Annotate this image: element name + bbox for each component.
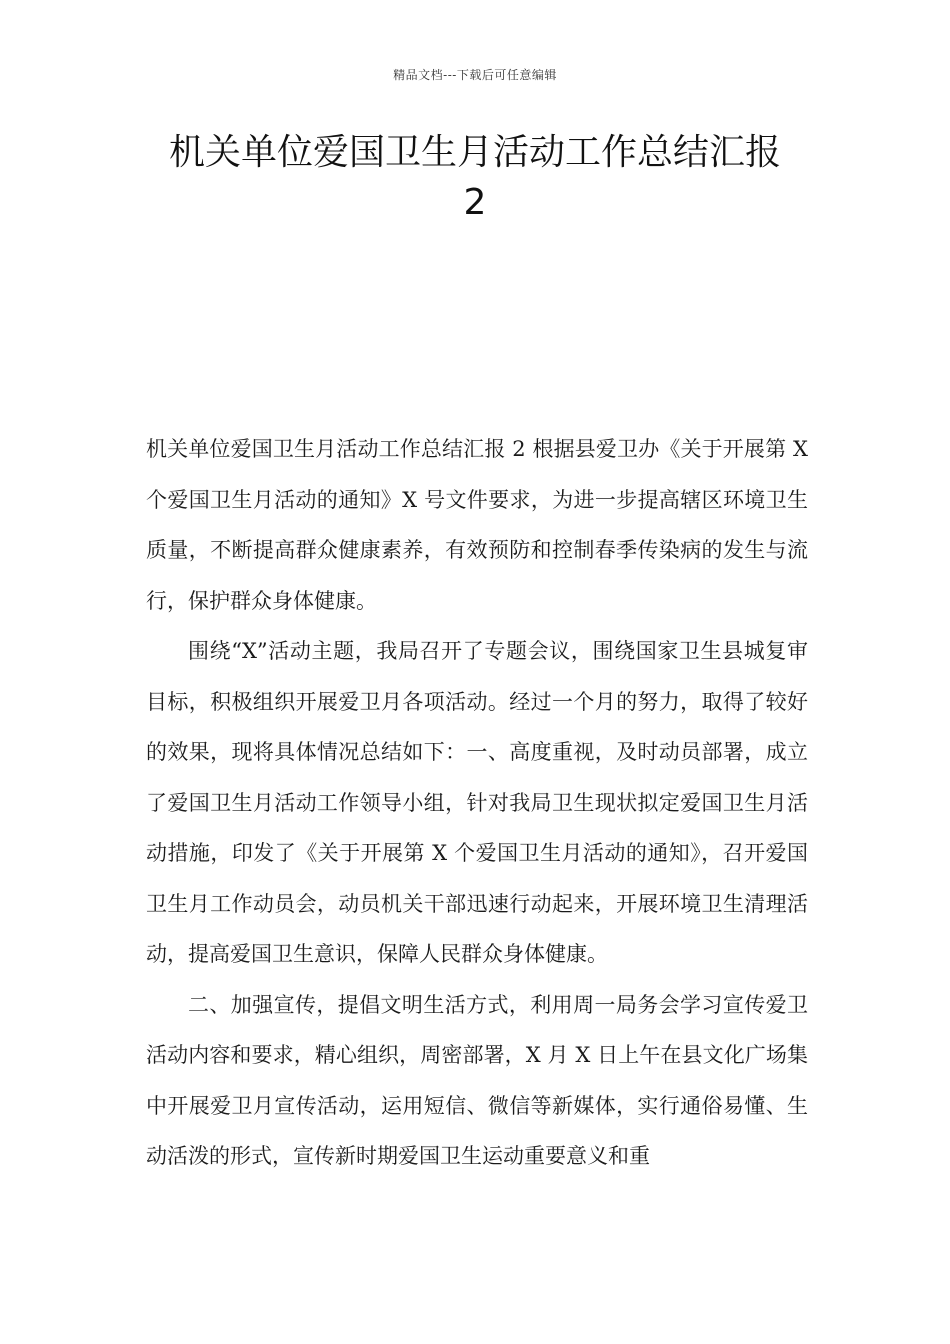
document-body [146,424,808,1182]
document-title [120,128,830,228]
document-title-line-2: 2 [463,182,487,223]
paragraph-1: 机关单位爱国卫生月活动工作总结汇报 2 根据县爱卫办《关于开展第 X 个爱国卫生月活动的通知》X 号文件要求，为进一步提高辖区环境卫生质量，不断提高群众健康素养，有效预防和控制春季传染病的发生与流行，保护群众身体健康。 [146,437,808,613]
paragraph-2: 围绕“X”活动主题，我局召开了专题会议，围绕国家卫生县城复审目标，积极组织开展爱卫月各项活动。经过一个月的努力，取得了较好的效果，现将具体情况总结如下：一、高度重视，及时动员部署，成立了爱国卫生月活动工作领导小组，针对我局卫生现状拟定爱国卫生月活动措施，印发了《关于开展第 X 个爱国卫生月活动的通知》，召开爱国卫生月工作动员会，动员机关干部迅速行动起来，开展环境卫生清理活动，提高爱国卫生意识，保障人民群众身体健康。 [146,639,808,966]
document-title-line-1: 机关单位爱国卫生月活动工作总结汇报 [168,132,781,173]
paragraph-3: 二、加强宣传，提倡文明生活方式，利用周一局务会学习宣传爱卫活动内容和要求，精心组织，周密部署，X 月 X 日上午在县文化广场集中开展爱卫月宣传活动，运用短信、微信等新媒体，实行通俗易懂、生动活泼的形式，宣传新时期爱国卫生运动重要意义和重 [146,992,808,1168]
document-header-note: 精品文档---下载后可任意编辑 [393,68,557,82]
